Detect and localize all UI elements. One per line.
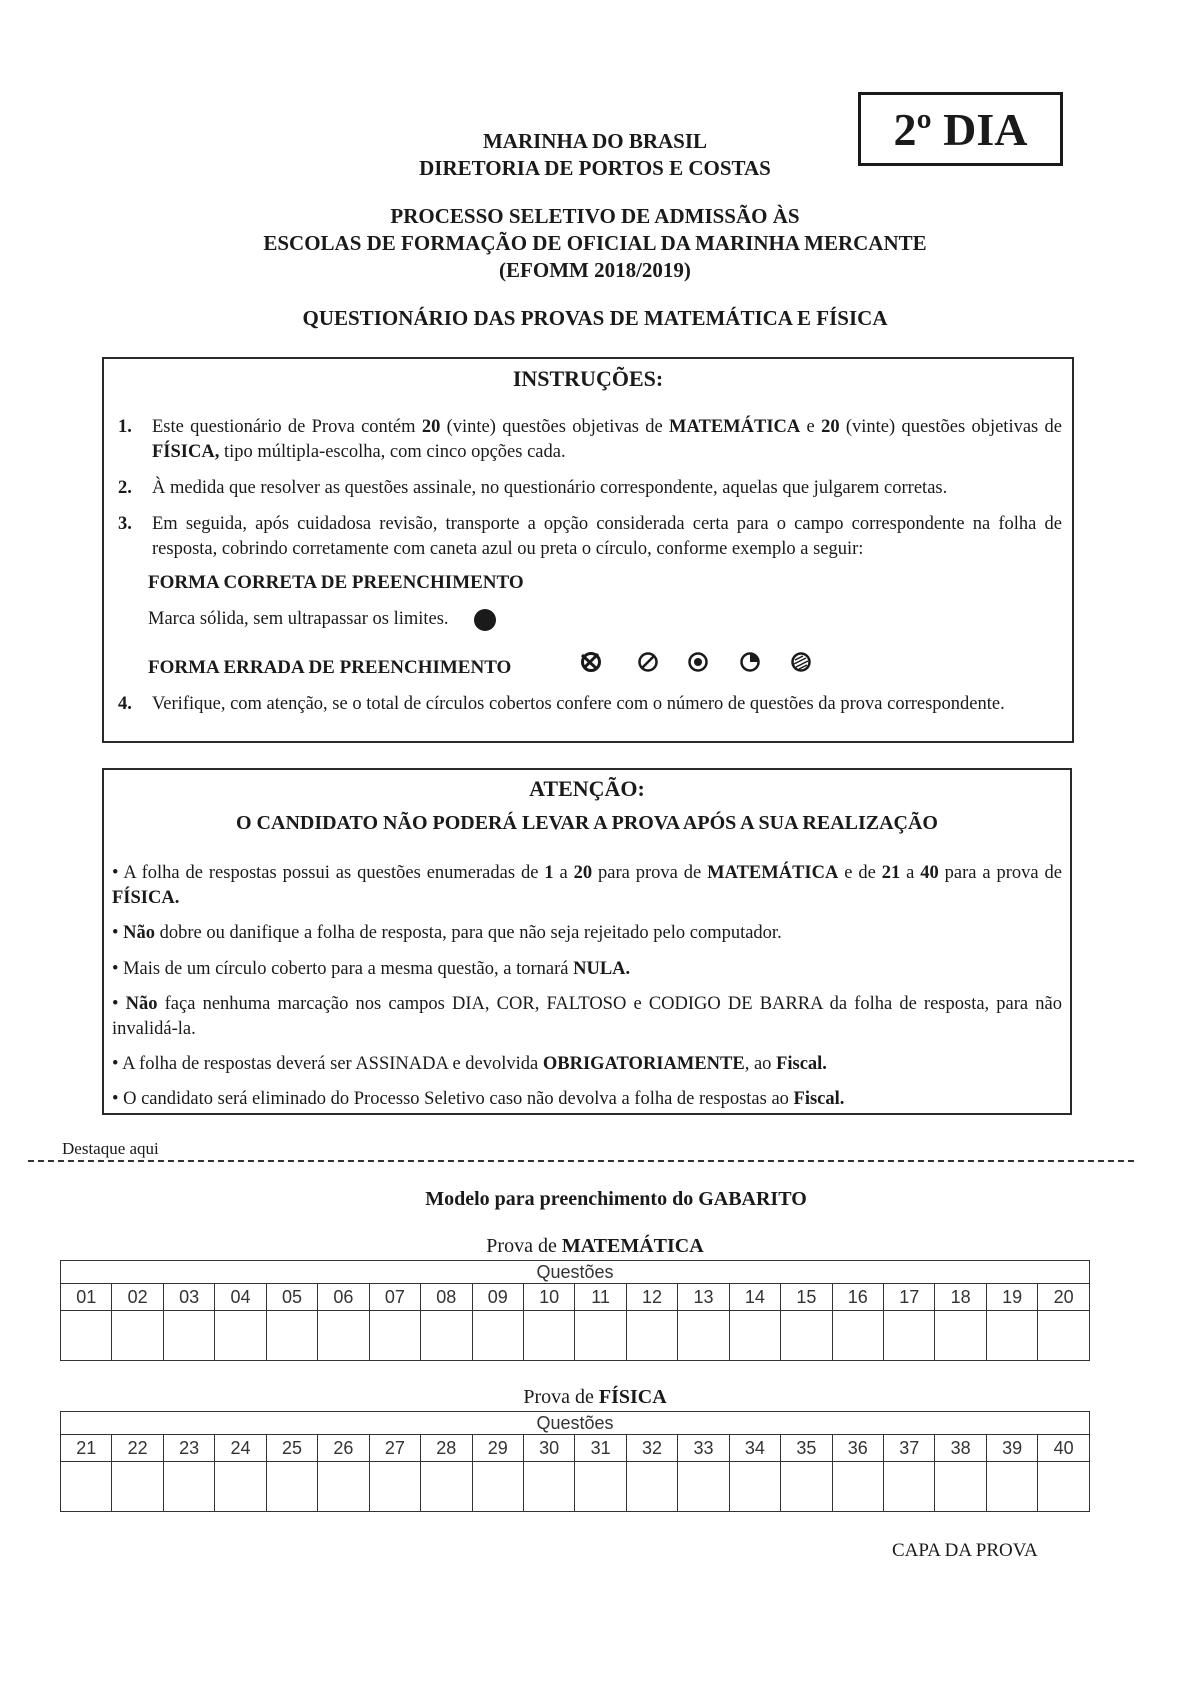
answer-cell[interactable] [1038,1311,1090,1361]
question-number-cell: 38 [935,1435,986,1462]
answer-cell[interactable] [215,1462,266,1512]
answer-cell[interactable] [575,1462,626,1512]
process-title-line3: (EFOMM 2018/2019) [499,258,691,282]
question-number-cell: 02 [112,1284,163,1311]
answer-cell[interactable] [729,1311,780,1361]
instruction-2: À medida que resolver as questões assinale, no questionário correspondente, aquelas que julgarem corretas. [152,478,948,498]
answer-cell[interactable] [266,1462,317,1512]
answer-cell[interactable] [832,1311,883,1361]
org-name: MARINHA DO BRASIL [482,129,708,153]
question-number-cell: 18 [935,1284,986,1311]
answer-cell[interactable] [421,1311,472,1361]
question-number-cell: 27 [369,1435,420,1462]
question-number-cell: 13 [678,1284,729,1311]
question-number-cell: 28 [421,1435,472,1462]
answer-cell[interactable] [781,1462,832,1512]
answer-cell[interactable] [986,1462,1037,1512]
x-mark-circle-icon [580,651,602,673]
answer-cell[interactable] [472,1311,523,1361]
answer-cell[interactable] [318,1311,369,1361]
question-number-cell: 19 [986,1284,1037,1311]
answer-cell[interactable] [369,1311,420,1361]
question-number-cell: 04 [215,1284,266,1311]
instruction-4: Verifique, com atenção, se o total de círculos cobertos confere com o número de questões da prova correspondente. [152,694,1005,714]
gabarito-title: Modelo para preenchimento do GABARITO [425,1188,807,1210]
correct-fill-title: FORMA CORRETA DE PREENCHIMENTO [148,572,524,593]
answer-cell[interactable] [61,1311,112,1361]
answer-cell[interactable] [472,1462,523,1512]
instruction-number: 1. [118,417,132,437]
answer-cell[interactable] [163,1311,214,1361]
answer-cell[interactable] [266,1311,317,1361]
question-number-cell: 14 [729,1284,780,1311]
process-title-line1: PROCESSO SELETIVO DE ADMISSÃO ÀS [390,204,800,228]
question-number-cell: 03 [163,1284,214,1311]
answer-cell[interactable] [781,1311,832,1361]
day-badge: 2º DIA [858,92,1063,166]
answer-cell[interactable] [729,1462,780,1512]
questions-header: Questões [61,1412,1090,1435]
question-number-cell: 25 [266,1435,317,1462]
attention-subtitle: O CANDIDATO NÃO PODERÁ LEVAR A PROVA APÓS A SUA REALIZAÇÃO [236,812,938,834]
dot-circle-icon [687,651,709,673]
attention-title: ATENÇÃO: [529,776,645,801]
question-number-cell: 31 [575,1435,626,1462]
attention-bullet-2: • Não dobre ou danifique a folha de resposta, para que não seja rejeitado pelo computador. [112,923,782,943]
question-number-cell: 16 [832,1284,883,1311]
math-section-label: Prova de MATEMÁTICA [486,1235,704,1257]
question-number-cell: 37 [884,1435,935,1462]
answer-cell[interactable] [112,1311,163,1361]
answer-cell[interactable] [678,1311,729,1361]
attention-bullet-1: • A folha de respostas possui as questões enumeradas de 1 a 20 para prova de MATEMÁTICA e de 21 a 40 para a prova de FÍSICA. [112,863,1062,908]
question-number-cell: 24 [215,1435,266,1462]
attention-bullet-5: • A folha de respostas deverá ser ASSINADA e devolvida OBRIGATORIAMENTE, ao Fiscal. [112,1054,827,1074]
answer-cell[interactable] [61,1462,112,1512]
answer-cell[interactable] [1038,1462,1090,1512]
correct-fill-description: Marca sólida, sem ultrapassar os limites. [148,609,449,629]
question-number-cell: 08 [421,1284,472,1311]
question-number-cell: 12 [626,1284,677,1311]
question-number-cell: 32 [626,1435,677,1462]
answer-cell[interactable] [935,1311,986,1361]
question-number-cell: 10 [523,1284,574,1311]
instructions-box [102,357,1074,743]
answer-cell[interactable] [626,1311,677,1361]
answer-cell[interactable] [575,1311,626,1361]
question-number-cell: 35 [781,1435,832,1462]
answer-cell[interactable] [986,1311,1037,1361]
detach-label: Destaque aqui [62,1139,159,1158]
answer-cell[interactable] [678,1462,729,1512]
question-number-cell: 07 [369,1284,420,1311]
question-number-cell: 26 [318,1435,369,1462]
partial-circle-icon [739,651,761,673]
question-number-cell: 36 [832,1435,883,1462]
question-number-cell: 09 [472,1284,523,1311]
answer-cell[interactable] [935,1462,986,1512]
question-number-cell: 05 [266,1284,317,1311]
answer-cell[interactable] [421,1462,472,1512]
question-number-cell: 20 [1038,1284,1090,1311]
physics-section-label: Prova de FÍSICA [523,1386,667,1408]
hatched-circle-icon [790,651,812,673]
answer-cell[interactable] [883,1311,934,1361]
cover-label: CAPA DA PROVA [892,1540,1038,1561]
answer-cell[interactable] [163,1462,214,1512]
math-answer-grid [60,1260,1090,1361]
instruction-number: 2. [118,478,132,498]
slash-circle-icon [637,651,659,673]
answer-cell[interactable] [318,1462,369,1512]
question-number-cell: 06 [318,1284,369,1311]
instructions-title: INSTRUÇÕES: [512,366,664,391]
answer-cell[interactable] [626,1462,677,1512]
wrong-fill-title: FORMA ERRADA DE PREENCHIMENTO [148,657,512,678]
question-number-cell: 39 [986,1435,1037,1462]
answer-cell[interactable] [215,1311,266,1361]
question-number-cell: 33 [678,1435,729,1462]
attention-bullet-3: • Mais de um círculo coberto para a mesma questão, a tornará NULA. [112,959,631,979]
question-number-cell: 17 [883,1284,934,1311]
question-number-cell: 22 [112,1435,163,1462]
instruction-number: 4. [118,694,132,714]
attention-box [102,768,1072,1115]
question-number-cell: 30 [523,1435,574,1462]
answer-cell[interactable] [112,1462,163,1512]
instruction-number: 3. [118,514,132,534]
attention-bullet-6: • O candidato será eliminado do Processo Seletivo caso não devolva a folha de respostas ao Fiscal. [112,1089,845,1109]
questions-header: Questões [61,1261,1090,1284]
question-number-cell: 34 [729,1435,780,1462]
question-number-cell: 23 [163,1435,214,1462]
answer-cell[interactable] [369,1462,420,1512]
instruction-3: Em seguida, após cuidadosa revisão, transporte a opção considerada certa para o campo correspondente na folha de resposta, cobrindo corretamente com caneta azul ou preta o círculo, conforme exemplo a seguir: [152,514,1062,559]
question-number-cell: 11 [575,1284,626,1311]
question-number-cell: 40 [1038,1435,1090,1462]
exam-title: QUESTIONÁRIO DAS PROVAS DE MATEMÁTICA E FÍSICA [302,306,888,330]
directorate-name: DIRETORIA DE PORTOS E COSTAS [419,156,771,180]
question-number-cell: 15 [781,1284,832,1311]
detach-cut-line [28,1160,1134,1162]
question-number-cell: 01 [61,1284,112,1311]
solid-circle-icon [472,607,498,633]
answer-cell[interactable] [884,1462,935,1512]
question-number-cell: 21 [61,1435,112,1462]
instruction-1: Este questionário de Prova contém 20 (vinte) questões objetivas de MATEMÁTICA e 20 (vinte) questões objetivas de FÍSICA, tipo múltipla-escolha, com cinco opções cada. [152,417,1062,462]
question-number-cell: 29 [472,1435,523,1462]
answer-cell[interactable] [832,1462,883,1512]
physics-answer-grid [60,1411,1090,1512]
process-title-line2: ESCOLAS DE FORMAÇÃO DE OFICIAL DA MARINHA MERCANTE [263,231,927,255]
answer-cell[interactable] [523,1462,574,1512]
answer-cell[interactable] [523,1311,574,1361]
attention-bullet-4: • Não faça nenhuma marcação nos campos DIA, COR, FALTOSO e CODIGO DE BARRA da folha de resposta, para não invalidá-la. [112,994,1062,1039]
